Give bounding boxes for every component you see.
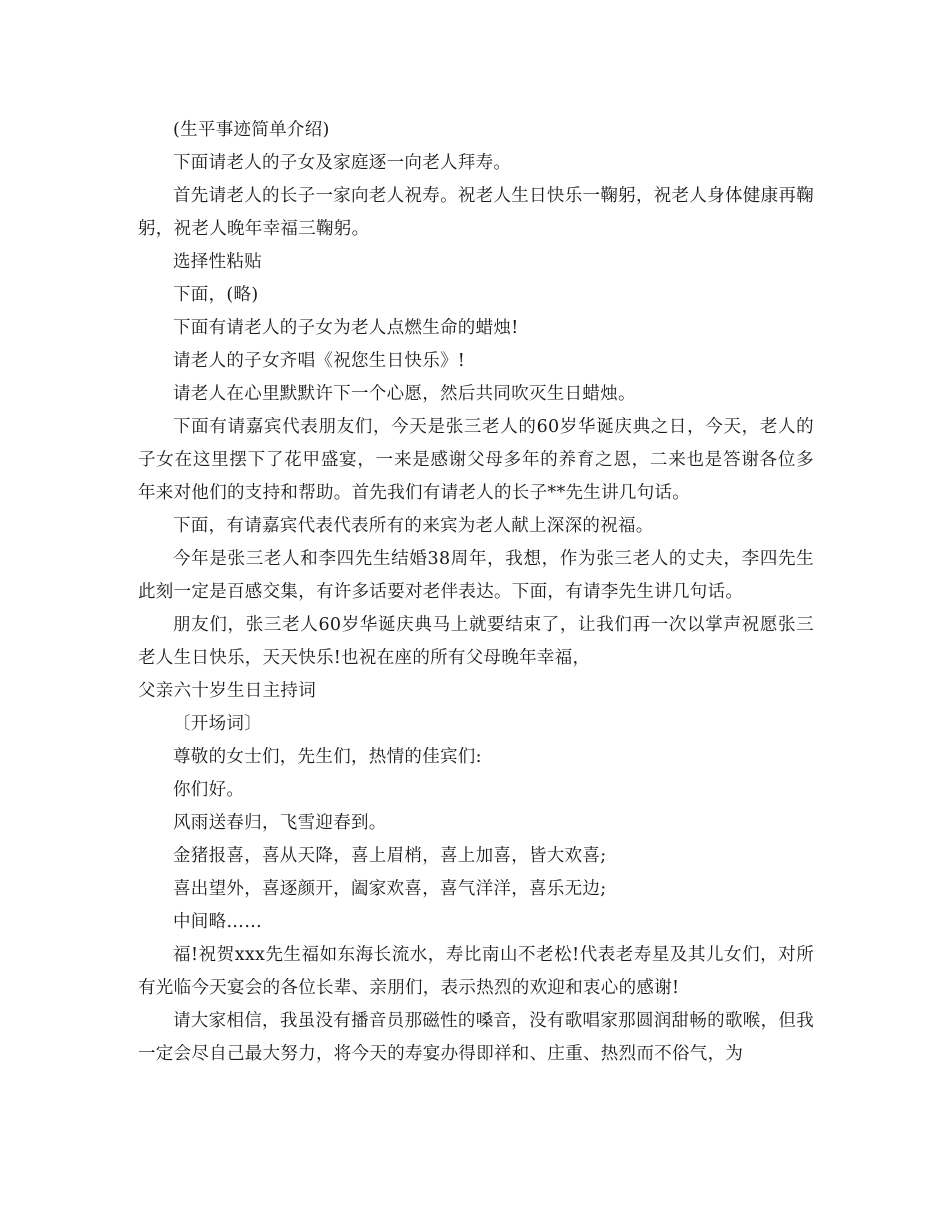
paragraph: 中间略…… [173, 912, 262, 932]
document-body [138, 114, 814, 1071]
paragraph: 喜出望外，喜逐颜开，阖家欢喜，喜气洋洋，喜乐无边; [173, 879, 607, 899]
paragraph: 下面请老人的子女及家庭逐一向老人拜寿。 [173, 153, 512, 173]
paragraph: 请老人的子女齐唱《祝您生日快乐》! [173, 351, 466, 371]
paragraph: 金猪报喜，喜从天降，喜上眉梢，喜上加喜，皆大欢喜; [173, 846, 607, 866]
paragraph: 下面有请嘉宾代表朋友们，今天是张三老人的60岁华诞庆典之日，今天，老人的子女在这里摆下了花甲盛宴，一来是感谢父母多年的养育之恩，二来也是答谢各位多年来对他们的支持和帮助。首先我们有请老人的长子**先生讲几句话。 [138, 417, 814, 503]
paragraph: 风雨送春归，飞雪迎春到。 [173, 813, 387, 833]
paragraph: 福!祝贺xxx先生福如东海长流水，寿比南山不老松!代表老寿星及其儿女们，对所有光临今天宴会的各位长辈、亲朋们，表示热烈的欢迎和衷心的感谢! [138, 945, 814, 998]
paragraph: 请老人在心里默默许下一个心愿，然后共同吹灭生日蜡烛。 [173, 384, 636, 404]
paragraph: 尊敬的女士们，先生们，热情的佳宾们: [173, 747, 482, 767]
paragraph: 下面，有请嘉宾代表代表所有的来宾为老人献上深深的祝福。 [173, 516, 654, 536]
paragraph: 首先请老人的长子一家向老人祝寿。祝老人生日快乐一鞠躬，祝老人身体健康再鞠躬，祝老人晚年幸福三鞠躬。 [138, 186, 814, 239]
paragraph: 下面，(略) [173, 285, 259, 305]
paragraph: 选择性粘贴 [173, 252, 262, 272]
paragraph: 〔开场词〕 [173, 714, 262, 734]
paragraph: 今年是张三老人和李四先生结婚38周年，我想，作为张三老人的丈夫，李四先生此刻一定是百感交集，有许多话要对老伴表达。下面，有请李先生讲几句话。 [138, 549, 814, 602]
paragraph: 下面有请老人的子女为老人点燃生命的蜡烛! [173, 318, 519, 338]
paragraph: 朋友们，张三老人60岁华诞庆典马上就要结束了，让我们再一次以掌声祝愿张三老人生日快乐，天天快乐!也祝在座的所有父母晚年幸福， [138, 615, 814, 668]
paragraph: 请大家相信，我虽没有播音员那磁性的嗓音，没有歌唱家那圆润甜畅的歌喉，但我一定会尽自己最大努力，将今天的寿宴办得即祥和、庄重、热烈而不俗气，为 [138, 1011, 814, 1064]
paragraph: 你们好。 [173, 780, 245, 800]
section-title: 父亲六十岁生日主持词 [138, 681, 316, 701]
paragraph: (生平事迹简单介绍) [173, 120, 330, 140]
